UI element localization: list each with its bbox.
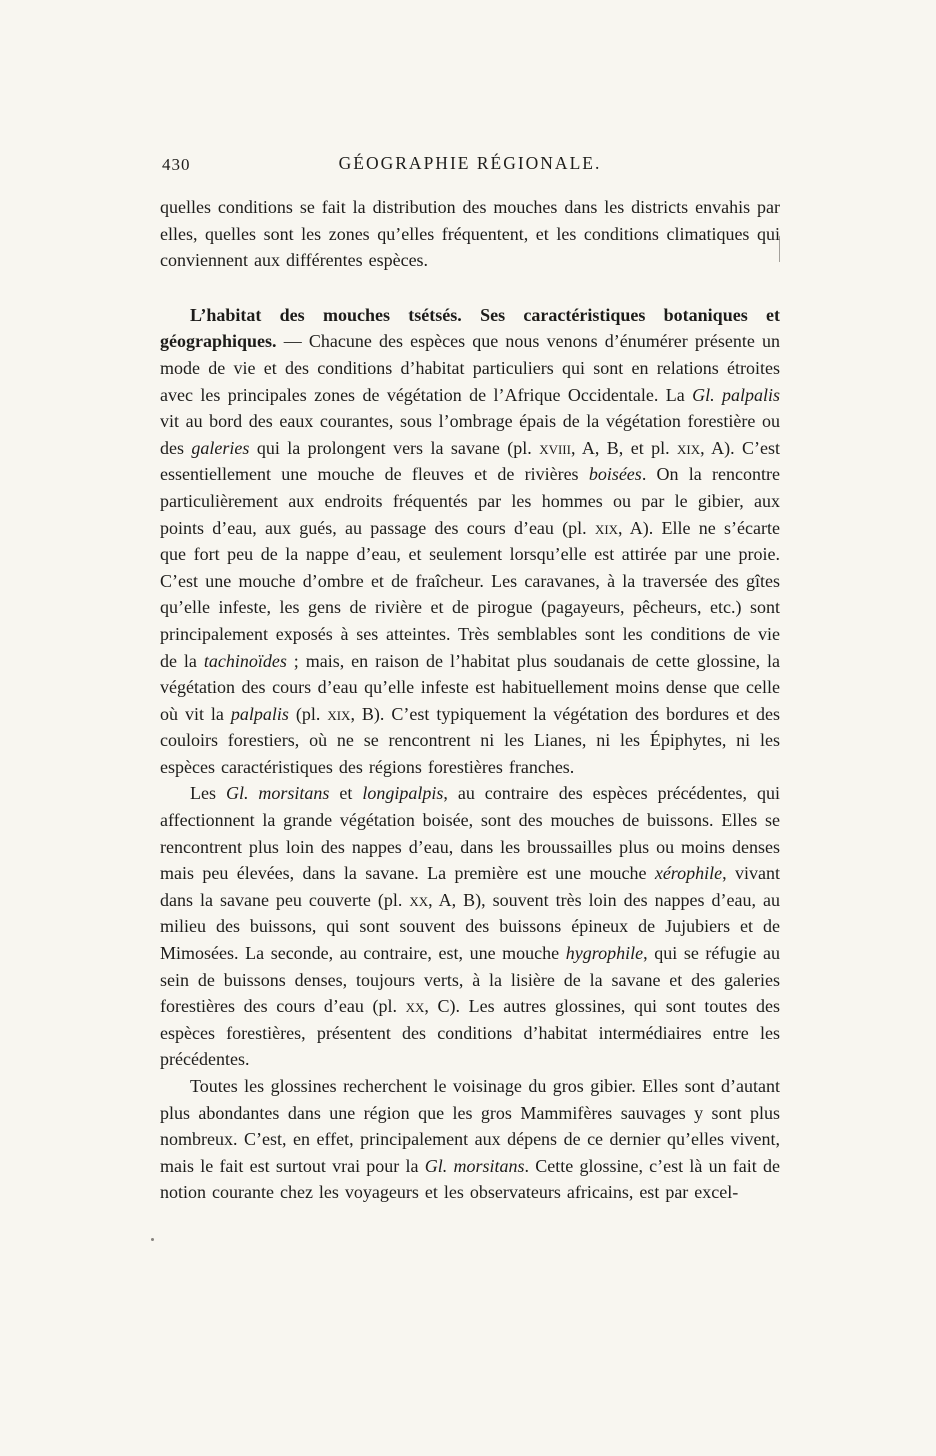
text-segment: , au contraire des espèces précédentes, qui affectionnent la grande végétation boisée, sont des mouches de buissons. Elles se rencontrent plus loin des nappes d’eau, dans les broussailles plus ou moins denses mais peu élevées, dans la savane. La première est une mouche bbox=[160, 783, 780, 884]
page-number: 430 bbox=[162, 155, 191, 174]
text-segment: xérophile bbox=[654, 863, 723, 884]
text-segment: , vivant dans la savane peu couverte (pl. bbox=[160, 863, 780, 910]
text-segment: (pl. bbox=[288, 703, 328, 724]
text-segment: tachinoïdes bbox=[203, 650, 287, 671]
page-header bbox=[160, 152, 780, 182]
text-segment: Toutes les glossines recherchent le voisinage du gros gibier. Elles sont d’autant plus abondantes dans une région que les gros Mammifères sauvages y sont plus nombreux. C’est, en effet, principalement aux dépens de ce dernier qu’elles vivent, mais le fait est surtout vrai pour la bbox=[160, 1076, 780, 1176]
text-segment: , A). Elle ne s’écarte que fort peu de la nappe d’eau, et seulement lorsqu’elle est attirée par une proie. C’est une mouche d’ombre et de fraîcheur. Les caravanes, à la traversée des gîtes qu’elle infeste, les gens de rivière et de pirogue (pagayeurs, pêcheurs, etc.) sont principalement exposés à ses atteintes. Très semblables sont les conditions de vie de la bbox=[160, 517, 780, 671]
paragraph bbox=[160, 1073, 780, 1206]
scan-artifact-dot bbox=[151, 1238, 154, 1241]
text-segment: palpalis bbox=[230, 703, 289, 724]
text-segment: xix bbox=[327, 703, 351, 724]
text-segment: et bbox=[329, 783, 363, 804]
text-segment: quelles conditions se fait la distribution des mouches dans les districts envahis par elles, quelles sont les zones qu’elles fréquentent, et les conditions climatiques qui conviennent aux différentes espèces. bbox=[160, 197, 780, 271]
text-segment: , A, B, et pl. bbox=[570, 437, 678, 458]
text-segment: Gl. morsitans bbox=[225, 783, 330, 804]
text-segment: boisées bbox=[588, 464, 642, 485]
text-segment: xix bbox=[677, 437, 701, 458]
text-column bbox=[160, 152, 780, 1206]
text-segment: xx bbox=[405, 996, 425, 1017]
text-segment: , A, B), souvent très loin des nappes d’eau, au milieu des buissons, qui sont souvent des buissons épineux de Jujubiers et de Mimosées. La seconde, au contraire, est, une mouche bbox=[160, 889, 780, 964]
text-segment: xx bbox=[409, 889, 429, 910]
page-body bbox=[160, 194, 780, 1206]
text-segment: , qui se réfugie au sein de buissons denses, toujours verts, à la lisière de la savane et des galeries forestières des cours d’eau (pl. bbox=[160, 943, 780, 1017]
text-segment: hygrophile bbox=[565, 943, 644, 964]
text-segment: qui la prolongent vers la savane (pl. bbox=[249, 437, 540, 458]
text-segment: . Cette glossine, c’est là un fait de notion courante chez les voyageurs et les observateurs africains, est par excel- bbox=[160, 1155, 781, 1203]
text-segment: , B). C’est typiquement la végétation des bordures et des couloirs forestiers, où ne se rencontrent ni les Lianes, ni les Épiphytes, ni les espèces caractéristiques des régions forestières franches. bbox=[160, 703, 780, 777]
paragraph bbox=[160, 194, 780, 274]
text-segment: L’habitat des mouches tsétsés. Ses caractéristiques botaniques et géographiques. bbox=[160, 304, 780, 352]
text-segment: Gl. palpalis bbox=[692, 384, 780, 405]
text-segment: xix bbox=[594, 517, 619, 538]
paragraph bbox=[160, 302, 780, 781]
text-segment: — Chacune des espèces que nous venons d’énumérer présente un mode de vie et des conditions d’habitat particuliers qui sont en relations étroites avec les principales zones de végétation de l’Afrique Occidentale. La bbox=[160, 331, 780, 405]
text-segment: , A). C’est essentiellement une mouche de fleuves et de rivières bbox=[160, 437, 780, 485]
text-segment: . On la rencontre particulièrement aux endroits fréquentés par les hommes ou par le gibier, aux points d’eau, aux gués, au passage des cours d’eau (pl. bbox=[160, 464, 780, 538]
text-segment: , C). Les autres glossines, qui sont toutes des espèces forestières, présentent des conditions d’habitat intermédiaires entre les précédentes. bbox=[160, 996, 780, 1070]
text-segment: longipalpis bbox=[362, 783, 444, 804]
paragraph bbox=[160, 780, 780, 1073]
scan-artifact-tick bbox=[779, 236, 780, 262]
text-segment: vit au bord des eaux courantes, sous l’ombrage épais de la végétation forestière ou des bbox=[160, 411, 780, 458]
text-segment: Les bbox=[190, 783, 226, 804]
text-segment: galeries bbox=[191, 437, 250, 458]
text-segment: ; mais, en raison de l’habitat plus soudanais de cette glossine, la végétation des cours d’eau qu’elle infeste est habituellement moins dense que celle où vit la bbox=[160, 650, 780, 724]
running-title: GÉOGRAPHIE RÉGIONALE. bbox=[338, 153, 602, 173]
text-segment: xviii bbox=[539, 437, 571, 458]
text-segment: Gl. morsitans bbox=[424, 1155, 525, 1176]
